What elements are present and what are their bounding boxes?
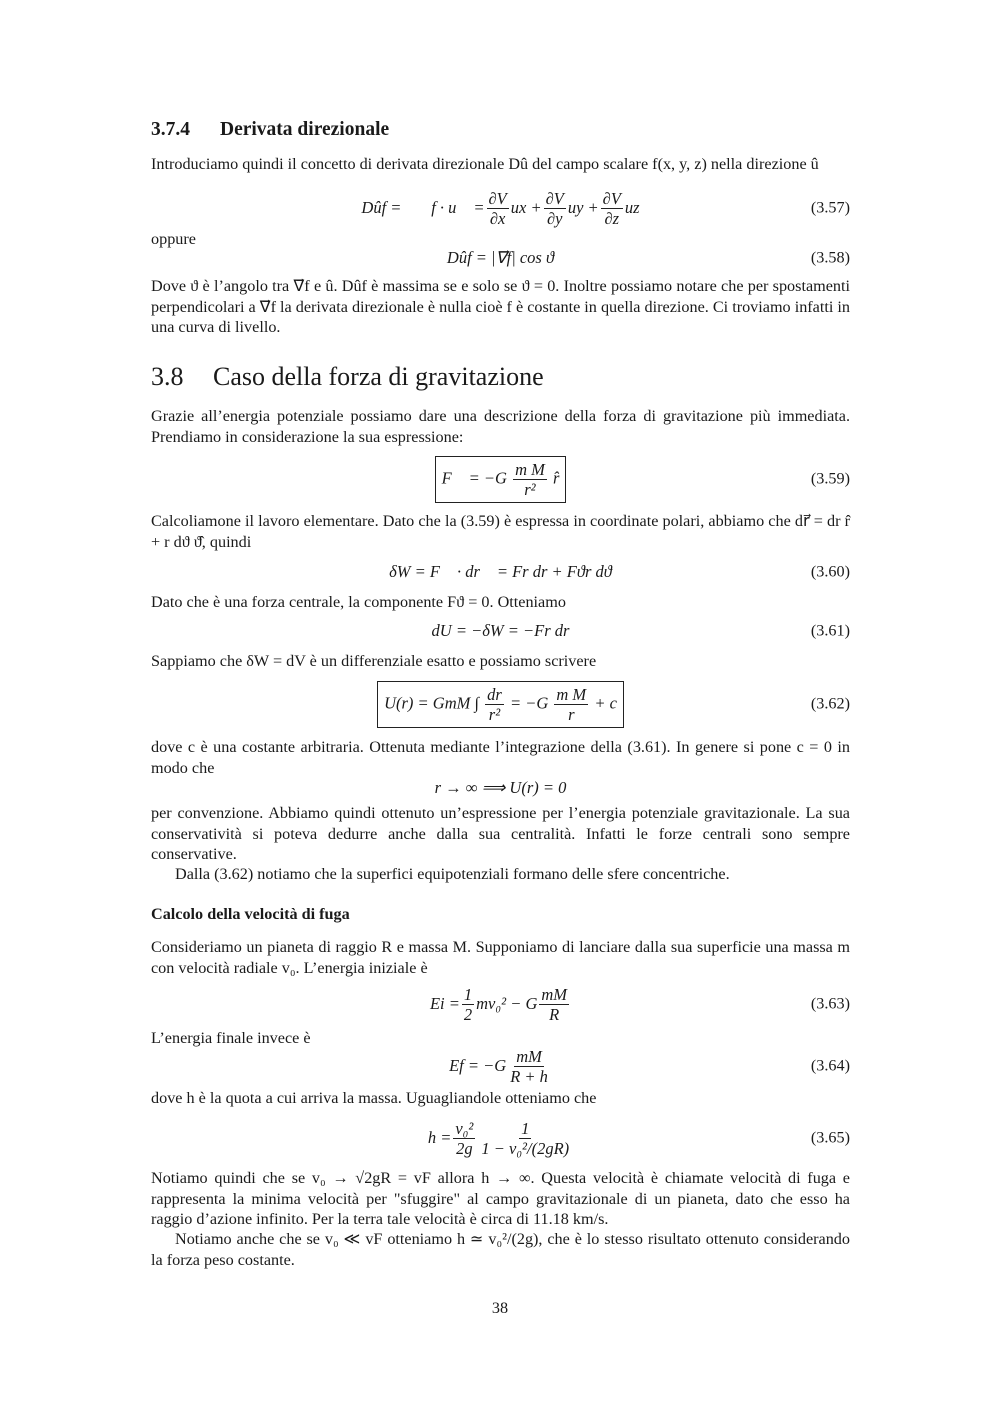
paragraph-oppure: oppure [151, 230, 196, 248]
paragraph-dove: Dove ϑ è l’angolo tra ∇⃗f e û. Dûf è massima se e solo se ϑ = 0. Inoltre possiamo notare che per spostamenti perpendicolari a ∇⃗f la derivata direzionale è nulla cioè f è costante in quella direzione. Ci troviamo infatti in una curva di livello. [151, 277, 850, 336]
page-number: 38 [491, 1299, 509, 1317]
equation-number: (3.59) [810, 469, 850, 488]
equation-number: (3.64) [810, 1056, 850, 1075]
paragraph-dalla: Dalla (3.62) notiamo che la superfici equipotenziali formano delle sfere concentriche. [175, 865, 730, 883]
equation-3-58: Dûf = |∇⃗f| cos ϑ (3.58) [446, 248, 850, 267]
paragraph-calcoliamone: Calcoliamone il lavoro elementare. Dato che la (3.59) è espressa in coordinate polari, abbiamo che dr⃗ = dr r̂ + r dϑ ϑ̂, quindi [151, 512, 850, 551]
equation-number: (3.62) [810, 694, 850, 713]
equation-number: (3.61) [810, 621, 850, 640]
section-heading-3-8 [151, 362, 850, 392]
section-number: 3.7.4 [151, 119, 190, 140]
section-title: Derivata direzionale [220, 119, 390, 140]
section-heading-3-7-4 [151, 119, 850, 141]
paragraph-consideriamo: Consideriamo un pianeta di raggio R e massa M. Supponiamo di lanciare dalla sua superficie una massa m con velocità radiale v₀. L’energia iniziale è [151, 938, 850, 977]
equation-3-64: Ef = −G $\frac{mM}{R + h}$ (3.64) [449, 1046, 850, 1086]
subsection-heading-fuga: Calcolo della velocità di fuga [151, 905, 350, 923]
paragraph-dove-c: dove c è una costante arbitraria. Ottenuta mediante l’integrazione della (3.61). In genere si pone c = 0 in modo che [151, 738, 850, 777]
equation-number: (3.63) [810, 994, 850, 1013]
paragraph-sappiamo: Sappiamo che δW = dV è un differenziale esatto e possiamo scrivere [151, 652, 597, 670]
section-title: Caso della forza di gravitazione [213, 362, 544, 391]
equation-3-59 [151, 453, 850, 505]
equation-number: (3.60) [810, 562, 850, 581]
paragraph-dato: Dato che è una forza centrale, la componente Fϑ = 0. Otteniamo [151, 593, 566, 611]
equation-3-63: Ei = $\frac{1}{2}$ mv₀² − G $\frac{mM}{R}$ (3.63) [429, 984, 850, 1024]
paragraph-notiamo: Notiamo quindi che se v₀ → √2gR = vF allora h → ∞. Questa velocità è chiamate velocità di fuga e rappresenta la minima velocità per "sfuggire" al campo gravitazionale di un pianeta, dato che esso ha raggio d’azione infinito. Per la terra tale velocità è circa di 11.18 km/s. [151, 1169, 850, 1228]
paragraph-grazie: Grazie all’energia potenziale possiamo dare una descrizione della forza di gravitazione più immediata. Prendiamo in considerazione la sua espressione: [151, 407, 850, 446]
equation-number: (3.58) [810, 248, 850, 267]
paragraph-notiamo-anche: Notiamo anche che se v₀ ≪ vF otteniamo h ≃ v₀²/(2g), che è lo stesso risultato ottenuto considerando la forza peso costante. [151, 1230, 850, 1269]
paragraph-intro: Introduciamo quindi il concetto di derivata direzionale Dû del campo scalare f(x, y, z) nella direzione û [151, 155, 819, 173]
equation-number: (3.57) [810, 198, 850, 217]
equation-limit: r → ∞ ⟹ U(r) = 0 [434, 778, 567, 797]
equation-3-62 [151, 677, 850, 731]
equation-3-61: dU = −δW = −Fr dr (3.61) [431, 621, 850, 640]
paragraph-dove-h: dove h è la quota a cui arriva la massa. Uguagliandole otteniamo che [151, 1089, 597, 1107]
equation-3-57: Dûf = ∇⃗f · u⃗ = $\frac{\partial V}{\partial x}$ ux + $\frac{\partial V}{\partial y}$ uy + $\frac{\partial V}{\partial z}$ uz (3.57) [361, 188, 850, 228]
equation-3-65: h = $\frac{\text{v₀²}}{2g}$ $\frac{1}{\text{1 − v₀²/(2gR)}}$ (3.65) [427, 1118, 850, 1158]
paragraph-convenzione: per convenzione. Abbiamo quindi ottenuto un’espressione per l’energia potenziale gravitazionale. La sua conservatività si poteva dedurre anche dalla sua centralità. Infatti le forze centrali sono sempre conservative. [151, 804, 850, 863]
boxed-formula: U(r) = GmM ∫ $\frac{dr}{\text{r²}}$ = −G $\frac{\text{m M}}{r}$ + c [377, 681, 624, 728]
equation-number: (3.65) [810, 1128, 850, 1147]
boxed-formula: F⃗ = −G $\frac{\text{m M}}{\text{r²}}$ r̂ [435, 456, 567, 503]
section-number: 3.8 [151, 362, 184, 391]
equation-3-60: δW = F⃗ · dr⃗ = Fr dr + Fϑr dϑ (3.60) [389, 562, 850, 581]
paragraph-finale: L’energia finale invece è [151, 1029, 311, 1047]
